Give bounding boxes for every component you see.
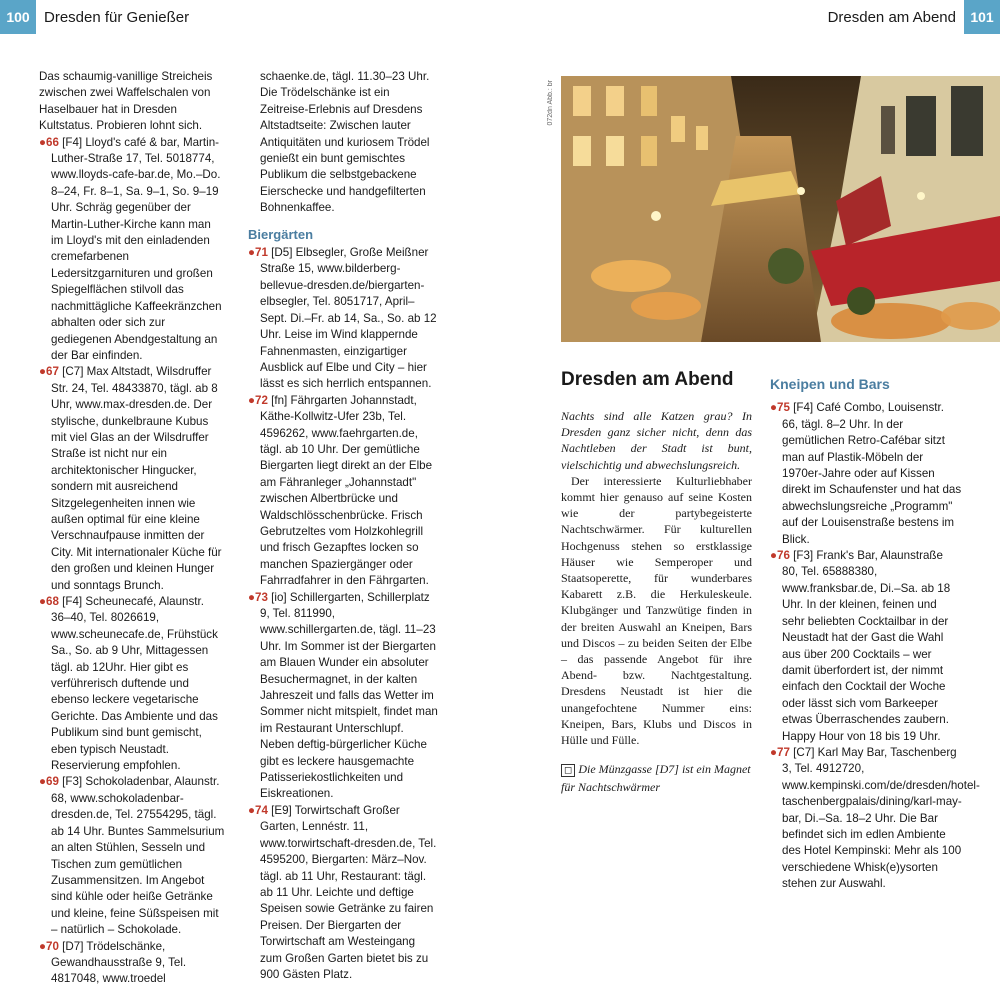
body-paragraph: Der interessierte Kulturliebhaber kommt hier genauso auf seine Kosten wie der partybegeisterte Nachtschwärmer. Für kulturellen Hochgenuss stehen so erstklassige Häuser wie Semperoper und Staatsoperette, für wunderbares Kabarett z.B. die Herkuleskeule. Klubgänger und Tanzwütige finden in der breiten Auswahl an Kneipen, Bars und Discos – zu beiden Seiten der Elbe – das passende Angebot für ihre Abend- bzw. Nachtgestaltung. Dresdens Neustadt ist hier die unangefochtene Nummer eins: Kneipen, Bars, Klubs und Discos in Hülle und Fülle.	[561, 473, 752, 748]
entry-74: ●74 [E9] Torwirtschaft Großer Garten, Lennéstr. 11, www.torwirtschaft-dresden.de, Tel. 4595200, Biergarten: März–Nov. tägl. ab 11 Uhr, Restaurant: tägl. ab 11 Uhr. Leichte und deftige Speisen sowie Getränke zu fairen Preisen. Der Biergarten der Torwirtschaft am Westeingang zum Großen Garten bietet bis zu 900 Gästen Platz.	[248, 803, 437, 981]
entry-72: ●72 [fn] Fährgarten Johannstadt, Käthe-Kollwitz-Ufer 23b, Tel. 4596262, www.faehrgarten.de, tägl. ab 10 Uhr. Der gemütliche Biergarten liegt direkt an der Elbe am Fähranleger „Johannstadt" zwischen Albertbrücke und Waldschlösschenbrücke. Frisch Gebrutzeltes vom Holzkohlegrill und frisch Gezapftes locken so manchen Spaziergänger oder Fahrradfahrer in den Fährgarten.	[248, 393, 433, 588]
location-marker-icon: ●	[39, 595, 47, 608]
photo-credit: 072dn Abb.: br	[547, 80, 554, 126]
lead-paragraph: Nachts sind alle Katzen grau? In Dresden ganz sicher nicht, denn das Nachtleben der Stadt ist bunt, vielschichtig und abwechslungsreich.	[561, 409, 752, 472]
left-running-title: Dresden für Genießer	[44, 8, 190, 26]
location-marker-icon: ●	[770, 401, 778, 415]
right-page-number: 101	[964, 0, 1000, 34]
location-marker-icon: ●	[248, 803, 256, 817]
intro-column	[561, 408, 752, 748]
left-page-header	[0, 0, 197, 34]
location-marker-icon: ●	[39, 365, 47, 379]
entry-71: ●71 [D5] Elbsegler, Große Meißner Straße 15, www.bilderberg-bellevue-dresden.de/biergarten-elbsegler, Tel. 8051717, April–Sept. Di.–Fr. ab 14, Sa., So. ab 12 Uhr. Leise im Wind klappernde Fahnenmasten, einzigartiger Ausblick auf Elbe und City – hier lässt es sich herrlich entspannen.	[248, 246, 437, 391]
entry-73: ●73 [io] Schillergarten, Schillerplatz 9, Tel. 811990, www.schillergarten.de, tägl. 11–23 Uhr. Im Sommer ist der Biergarten am Blauen Wunder ein absoluter Besuchermagnet, in der kalten Jahreszeit und falls das Wetter im Sommer nicht mitspielt, findet man im Restaurant Unterschlupf. Neben deftig-bürgerlicher Küche gibt es leckere hausgemachte Patisseriekostlichkeiten und Eiskreationen.	[248, 590, 438, 801]
section-heading-kneipen: Kneipen und Bars	[770, 376, 890, 392]
entry-75: ●75 [F4] Café Combo, Louisenstr. 66, tägl. 8–2 Uhr. In der gemütlichen Retro-Cafébar sitzt man auf Plastik-Möbeln der 1970er-Jahre oder auf Kissen direkt im Schaufenster und hat das abwechslungsreiche „Programm" auf der Louisenstraße bestens im Blick.	[770, 401, 962, 546]
intro-text: Das schaumig-vanillige Streicheis zwischen zwei Waffelschalen von Haselbauer hat in Dresden Kultstatus. Probieren lohnt sich.	[39, 70, 213, 133]
section-title-dresden-am-abend: Dresden am Abend	[561, 369, 734, 390]
column-2	[248, 69, 438, 983]
location-marker-icon: ●	[39, 775, 47, 789]
location-marker-icon: ●	[248, 246, 256, 260]
entry-67: ●67 [C7] Max Altstadt, Wilsdruffer Str. 24, Tel. 48433870, tägl. ab 8 Uhr, www.max-dresden.de. Der stylische, dunkelbraune Kubus mit viel Glas an der Wilsdruffer Straße ist nicht nur ein architektonischer Hingucker, sondern mit ausreichend Sitzgelegenheiten innen wie außen optimal für eine kleine Verschnaufpause inmitten der City. Mit internationaler Küche für den großen und kleinen Hunger und sonntags Brunch.	[39, 365, 222, 592]
night-street-scene	[561, 76, 1000, 342]
left-page-number: 100	[0, 0, 36, 34]
location-marker-icon: ●	[39, 939, 47, 953]
camera-icon: ◻	[561, 764, 575, 777]
right-page-header	[820, 0, 1000, 34]
entry-76: ●76 [F3] Frank's Bar, Alaunstraße 80, Tel. 65888380, www.franksbar.de, Di.–Sa. ab 18 Uhr. In der kleinen, feinen und sehr beliebten Cocktailbar in der Neustadt hat der Gast die Wahl aus über 200 Cocktails – wer damit überfordert ist, der nimmt einfach den Cocktail der Woche oder lässt sich vom Barkeeper etwas Überraschendes zaubern. Happy Hour von 18 bis 19 Uhr.	[770, 549, 951, 743]
continued-text: schaenke.de, tägl. 11.30–23 Uhr. Die Trödelschänke ist ein Zeitreise-Erlebnis auf Dresdens Altstadtseite: Zwischen lauter Antiquitäten und kuriosem Trödel genießt ein bunt gemischtes Publikum die selbstgebackene Eierschecke und handgefilterten Bohnenkaffee.	[260, 70, 430, 215]
column-4	[770, 376, 980, 893]
location-marker-icon: ●	[39, 135, 47, 149]
location-marker-icon: ●	[248, 393, 256, 407]
location-marker-icon: ●	[248, 590, 256, 604]
entry-66: ●66 [F4] Lloyd's café & bar, Martin-Luther-Straße 17, Tel. 5018774, www.lloyds-cafe-bar.de, Mo.–Do. 8–24, Fr. 8–1, Sa. 9–1, So. 9–19 Uhr. Schräg gegenüber der Martin-Luther-Kirche kann man im Lloyd's mit den einladenden cremefarbenen Ledersitzgarnituren und großen Spiegelflächen stilvoll das nachmittägliche Kaffeekränzchen abhalten oder sich zur gediegenen Abendgestaltung an der Bar einfinden.	[39, 135, 222, 362]
street-photo	[561, 76, 1000, 342]
entry-70: ●70 [D7] Trödelschänke, Gewandhausstraße 9, Tel. 4817048, www.troedel	[39, 939, 187, 986]
entry-77: ●77 [C7] Karl May Bar, Taschenberg 3, Tel. 4912720, www.kempinski.com/de/dresden/hotel-taschenbergpalais/dining/karl-may-bar, Di.–Sa. 18–2 Uhr. Die Bar befindet sich im edlen Ambiente des Hotel Kempinski: Mehr als 100 verschiedene Whisk(e)ysorten stehen zur Auswahl.	[770, 745, 980, 891]
location-marker-icon: ●	[770, 549, 778, 563]
section-heading-biergaerten: Biergärten	[248, 226, 314, 242]
column-1	[39, 69, 225, 988]
entry-68: ●68 [F4] Scheunecafé, Alaunstr. 36–40, Tel. 8026619, www.scheunecafe.de, Frühstück Sa., So. ab 9 Uhr, Mittagessen tägl. ab 12Uhr. Hier gibt es verführerisch duftende und ebenso leckere vegetarische Gerichte. Das Ambiente und das Publikum sind bunt gemischt, eben typisch Neustadt. Reservierung empfohlen.	[39, 595, 218, 773]
location-marker-icon: ●	[770, 745, 778, 759]
entry-69: ●69 [F3] Schokoladenbar, Alaunstr. 68, www.schokoladenbar-dresden.de, Tel. 27554295, tägl. ab 14 Uhr. Buntes Sammelsurium an alten Stühlen, Sesseln und Tischen zum gemütlichen Zusammensitzen. Im Angebot sind kühle oder heiße Getränke und kleine, feine Süßspeisen mit – natürlich – Schokolade.	[39, 775, 225, 937]
right-running-title: Dresden am Abend	[827, 8, 956, 26]
photo-caption: ◻ Die Münzgasse [D7] ist ein Magnet für Nachtschwärmer	[561, 762, 751, 794]
